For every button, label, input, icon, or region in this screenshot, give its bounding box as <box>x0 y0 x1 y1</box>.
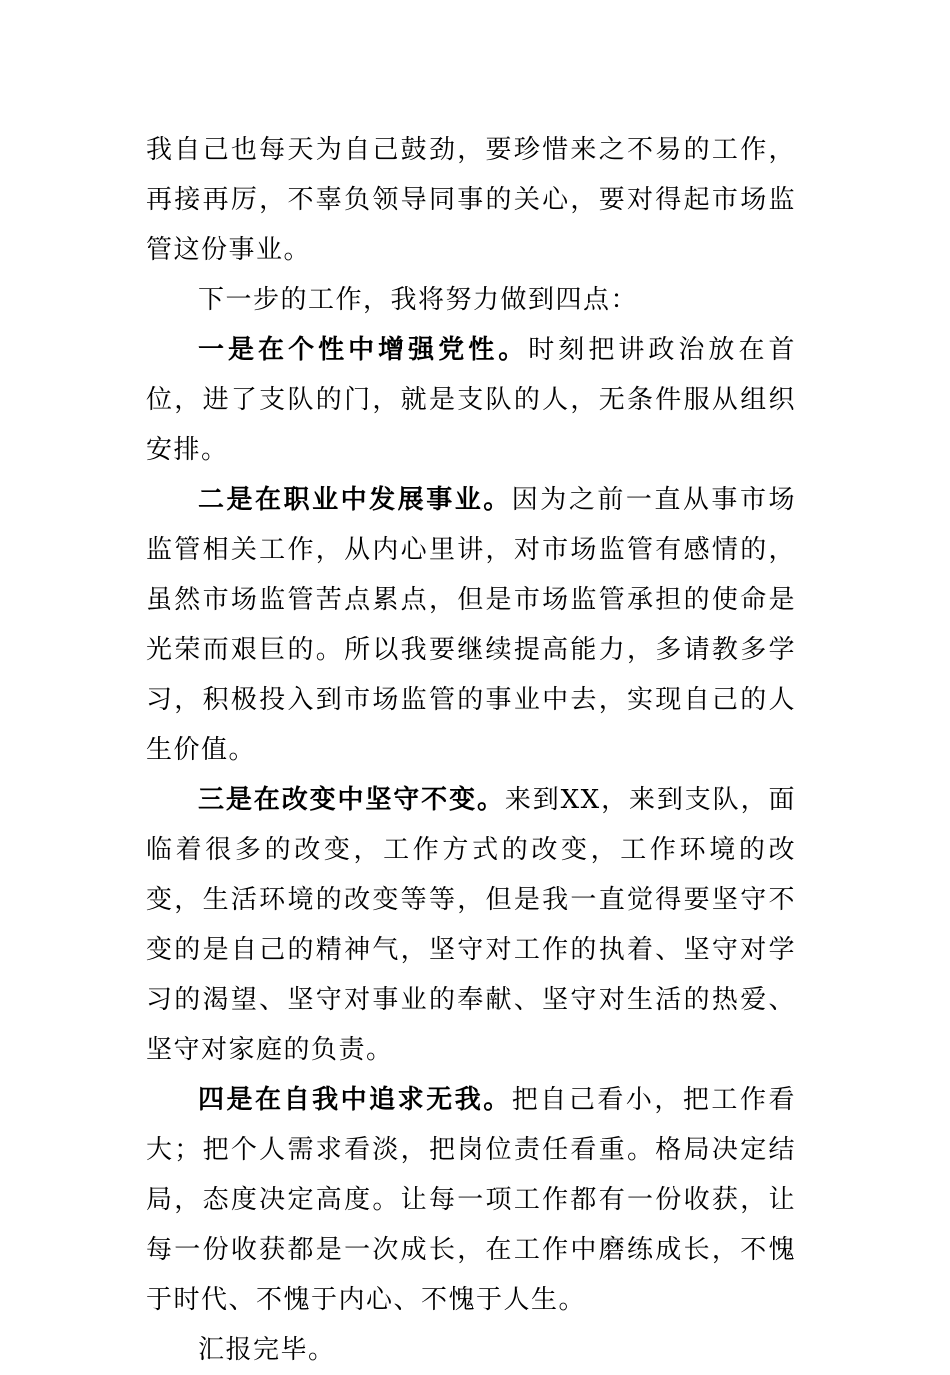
paragraph-text: 来到XX，来到支队，面临着很多的改变，工作方式的改变，工作环境的改变，生活环境的改变等等，但是我一直觉得要坚守不变的是自己的精神气，坚守对工作的执着、坚守对学习的渴望、坚守对事业的奉献、坚守对生活的热爱、坚守对家庭的负责。 <box>146 785 796 1065</box>
paragraph-continuation <box>146 125 796 275</box>
paragraph-lead: 三是在改变中坚守不变。 <box>198 785 505 815</box>
paragraph-intro <box>146 275 796 325</box>
paragraph-text: 我自己也每天为自己鼓劲，要珍惜来之不易的工作，再接再厉，不辜负领导同事的关心，要对得起市场监管这份事业。 <box>146 135 796 265</box>
paragraph-text: 下一步的工作，我将努力做到四点： <box>198 285 639 315</box>
paragraph-text: 汇报完毕。 <box>198 1335 336 1365</box>
paragraph-lead: 一是在个性中增强党性。 <box>198 335 529 365</box>
paragraph-point-four <box>146 1075 796 1325</box>
paragraph-text: 把自己看小，把工作看大；把个人需求看淡，把岗位责任看重。格局决定结局，态度决定高度。让每一项工作都有一份收获，让每一份收获都是一次成长，在工作中磨练成长，不愧于时代、不愧于内心、不愧于人生。 <box>146 1085 796 1315</box>
paragraph-point-one <box>146 325 796 475</box>
document-body <box>146 125 796 1375</box>
paragraph-point-three <box>146 775 796 1075</box>
paragraph-text: 因为之前一直从事市场监管相关工作，从内心里讲，对市场监管有感情的，虽然市场监管苦点累点，但是市场监管承担的使命是光荣而艰巨的。所以我要继续提高能力，多请教多学习，积极投入到市场监管的事业中去，实现自己的人生价值。 <box>146 485 796 765</box>
paragraph-closing <box>146 1325 796 1375</box>
paragraph-lead: 二是在职业中发展事业。 <box>198 485 512 515</box>
paragraph-lead: 四是在自我中追求无我。 <box>198 1085 512 1115</box>
paragraph-point-two <box>146 475 796 775</box>
paragraph-text: 时刻把讲政治放在首位，进了支队的门，就是支队的人，无条件服从组织安排。 <box>146 335 796 465</box>
